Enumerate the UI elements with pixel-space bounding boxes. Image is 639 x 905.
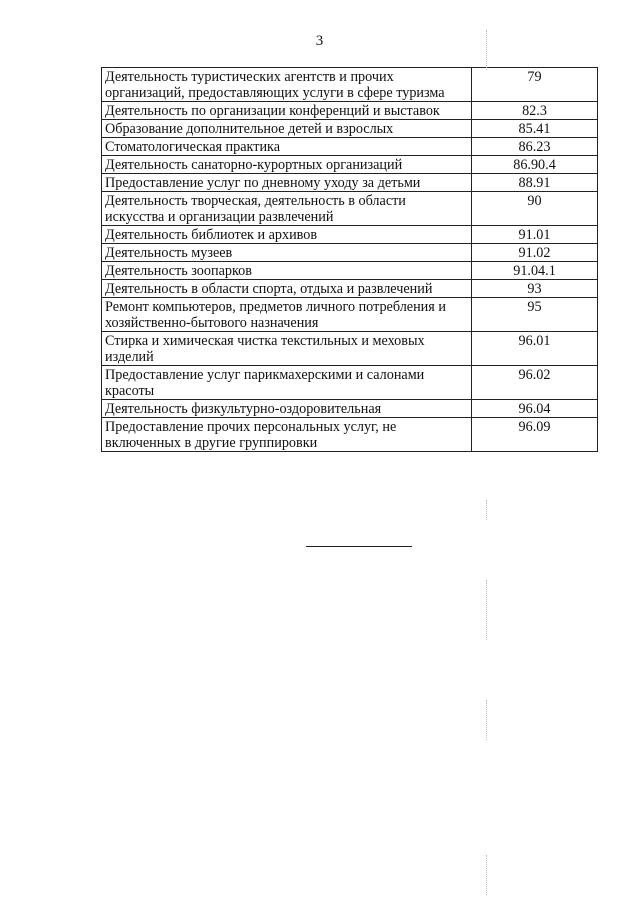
activity-code-cell: 91.04.1 xyxy=(472,262,598,280)
activity-code-cell: 95 xyxy=(472,298,598,332)
activity-code-cell: 91.01 xyxy=(472,226,598,244)
activity-name-cell: Предоставление услуг парикмахерскими и салонами красоты xyxy=(102,366,472,400)
activity-code-cell: 86.23 xyxy=(472,138,598,156)
activity-code-cell: 85.41 xyxy=(472,120,598,138)
table-row xyxy=(102,174,598,192)
page-number: 3 xyxy=(315,33,324,49)
table-row xyxy=(102,280,598,298)
table-row xyxy=(102,332,598,366)
scan-margin-mark xyxy=(486,580,487,640)
activity-code-cell: 79 xyxy=(472,68,598,102)
activity-name-cell: Деятельность санаторно-курортных организаций xyxy=(102,156,472,174)
table-row xyxy=(102,418,598,452)
table-row xyxy=(102,226,598,244)
activity-code-cell: 91.02 xyxy=(472,244,598,262)
activity-name-cell: Предоставление услуг по дневному уходу за детьми xyxy=(102,174,472,192)
table-row xyxy=(102,120,598,138)
activity-code-cell: 96.04 xyxy=(472,400,598,418)
table-row xyxy=(102,262,598,280)
activity-code-cell: 86.90.4 xyxy=(472,156,598,174)
end-of-document-rule xyxy=(306,546,412,547)
table-row xyxy=(102,366,598,400)
activity-name-cell: Стоматологическая практика xyxy=(102,138,472,156)
activity-name-cell: Стирка и химическая чистка текстильных и меховых изделий xyxy=(102,332,472,366)
activity-name-cell: Деятельность физкультурно-оздоровительная xyxy=(102,400,472,418)
table-row xyxy=(102,68,598,102)
activity-name-cell: Деятельность библиотек и архивов xyxy=(102,226,472,244)
activity-name-cell: Образование дополнительное детей и взрослых xyxy=(102,120,472,138)
activity-code-cell: 93 xyxy=(472,280,598,298)
table-row xyxy=(102,244,598,262)
scan-margin-mark xyxy=(486,500,487,520)
activity-name-cell: Деятельность зоопарков xyxy=(102,262,472,280)
activity-name-cell: Деятельность творческая, деятельность в области искусства и организации развлечений xyxy=(102,192,472,226)
activity-name-cell: Деятельность в области спорта, отдыха и развлечений xyxy=(102,280,472,298)
activity-code-cell: 96.09 xyxy=(472,418,598,452)
activity-code-cell: 96.02 xyxy=(472,366,598,400)
activity-code-table xyxy=(101,67,598,452)
activity-code-cell: 82.3 xyxy=(472,102,598,120)
table-row xyxy=(102,102,598,120)
activity-code-cell: 90 xyxy=(472,192,598,226)
scan-margin-mark xyxy=(486,30,487,70)
table-row xyxy=(102,400,598,418)
table-row xyxy=(102,156,598,174)
scan-margin-mark xyxy=(486,855,487,895)
table-row xyxy=(102,298,598,332)
activity-name-cell: Ремонт компьютеров, предметов личного потребления и хозяйственно-бытового назначения xyxy=(102,298,472,332)
scan-margin-mark xyxy=(486,700,487,740)
activity-code-cell: 96.01 xyxy=(472,332,598,366)
activity-name-cell: Предоставление прочих персональных услуг, не включенных в другие группировки xyxy=(102,418,472,452)
activity-name-cell: Деятельность по организации конференций и выставок xyxy=(102,102,472,120)
table-row xyxy=(102,192,598,226)
activity-name-cell: Деятельность туристических агентств и прочих организаций, предоставляющих услуги в сфере туризма xyxy=(102,68,472,102)
activity-code-cell: 88.91 xyxy=(472,174,598,192)
table-row xyxy=(102,138,598,156)
activity-name-cell: Деятельность музеев xyxy=(102,244,472,262)
